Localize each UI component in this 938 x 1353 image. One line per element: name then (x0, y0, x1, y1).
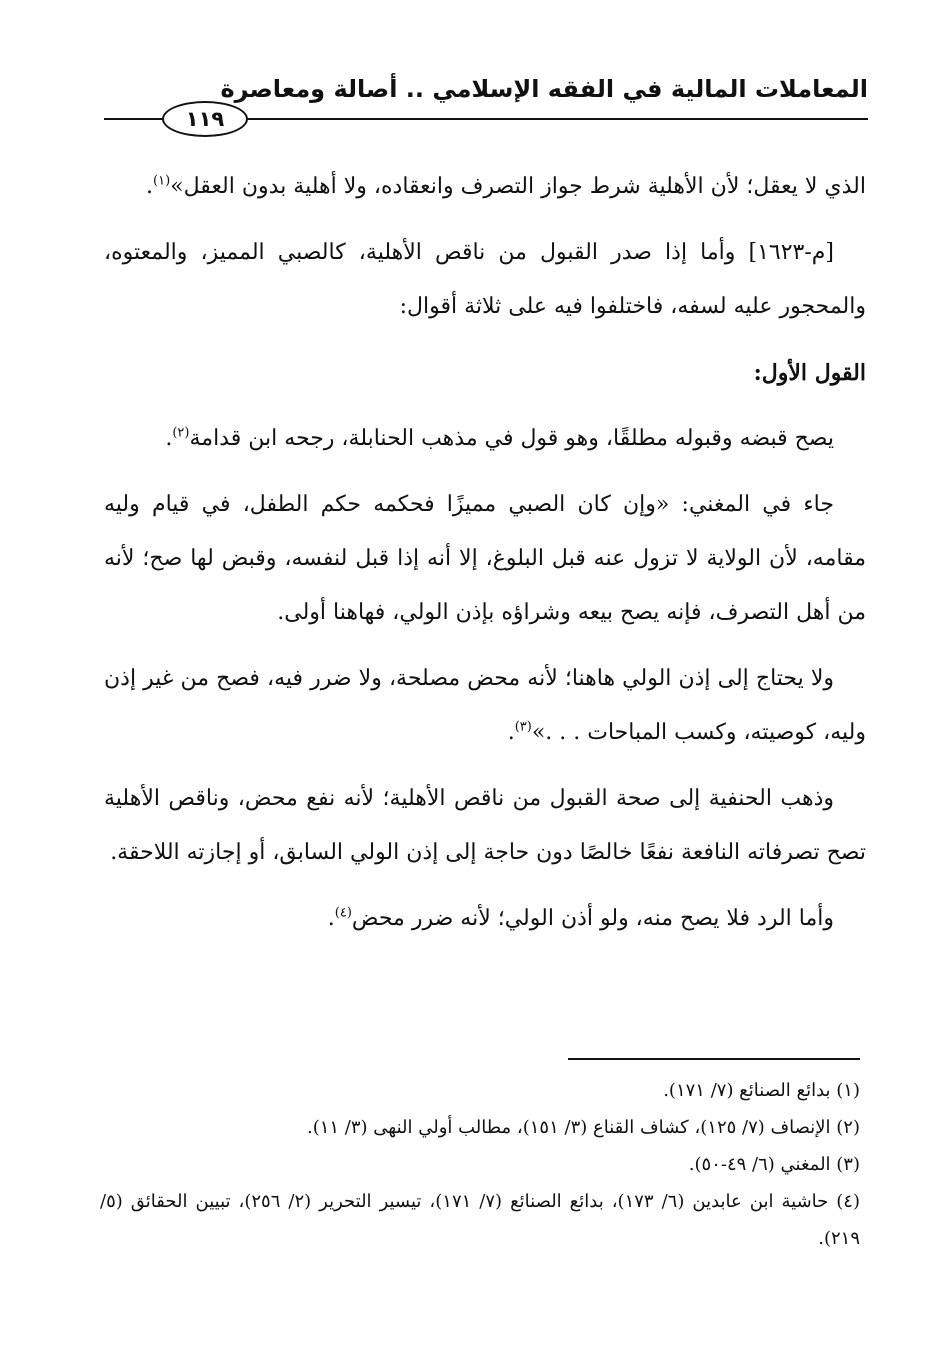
main-text (104, 160, 866, 958)
paragraph-3 (104, 412, 866, 466)
paragraph-3-end: . (165, 426, 173, 451)
footnote-ref-2: (٢) (172, 425, 190, 441)
paragraph-5-end: . (507, 720, 515, 745)
paragraph-5-text: ولا يحتاج إلى إذن الولي هاهنا؛ لأنه محض مصلحة، ولا ضرر فيه، فصح من غير إذن وليه، كوصيته، وكسب المباحات . . .» (104, 666, 866, 745)
footnote-ref-1: (١) (153, 173, 171, 189)
footnote-3: (٣) المغني (٦/ ٤٩-٥٠). (688, 1154, 860, 1175)
section-heading-first-opinion: القول الأول: (753, 360, 866, 386)
paragraph-1 (104, 160, 866, 214)
paragraph-1-text: الذي لا يعقل؛ لأن الأهلية شرط جواز التصرف وانعقاده، ولا أهلية بدون العقل» (170, 174, 866, 199)
running-header-title: المعاملات المالية في الفقه الإسلامي .. أصالة ومعاصرة (220, 75, 868, 103)
page-number: ١١٩ (162, 101, 248, 137)
footnote-4: (٤) حاشية ابن عابدين (٦/ ١٧٣)، بدائع الصنائع (٧/ ١٧١)، تيسير التحرير (٢/ ٢٥٦)، تبيين الحقائق (٥/ ٢١٩). (100, 1191, 860, 1249)
paragraph-4: جاء في المغني: «وإن كان الصبي مميزًا فحكمه حكم الطفل، في قيام وليه مقامه، لأن الولاية لا تزول عنه قبل البلوغ، إلا أنه إذا قبل لنفسه، وقبض لها صح؛ لأنه من أهل التصرف، فإنه يصح بيعه وشراؤه بإذن الولي، فهاهنا أولى. (104, 492, 866, 625)
footnote-separator (568, 1058, 860, 1060)
paragraph-5 (104, 652, 866, 760)
paragraph-3-text: يصح قبضه وقبوله مطلقًا، وهو قول في مذهب الحنابلة، رجحه ابن قدامة (189, 426, 834, 451)
paragraph-6: وذهب الحنفية إلى صحة القبول من ناقص الأهلية؛ لأنه نفع محض، وناقص الأهلية تصح تصرفاته النافعة نفعًا خالصًا دون حاجة إلى إذن الولي السابق، أو إجازته اللاحقة. (104, 786, 866, 865)
paragraph-7-text: وأما الرد فلا يصح منه، ولو أذن الولي؛ لأنه ضرر محض (351, 906, 834, 931)
paragraph-1-end: . (146, 174, 154, 199)
paragraph-2: [م-١٦٢٣] وأما إذا صدر القبول من ناقص الأهلية، كالصبي المميز، والمعتوه، والمحجور عليه لسفه، فاختلفوا فيه على ثلاثة أقوال: (104, 240, 866, 319)
footnote-ref-3: (٣) (514, 719, 532, 735)
paragraph-7 (104, 892, 866, 946)
paragraph-7-end: . (327, 906, 335, 931)
footnotes (100, 1072, 860, 1257)
footnote-1: (١) بدائع الصنائع (٧/ ١٧١). (663, 1080, 860, 1101)
footnote-2: (٢) الإنصاف (٧/ ١٢٥)، كشاف القناع (٣/ ١٥١)، مطالب أولي النهى (٣/ ١١). (306, 1117, 860, 1138)
footnote-ref-4: (٤) (334, 905, 352, 921)
